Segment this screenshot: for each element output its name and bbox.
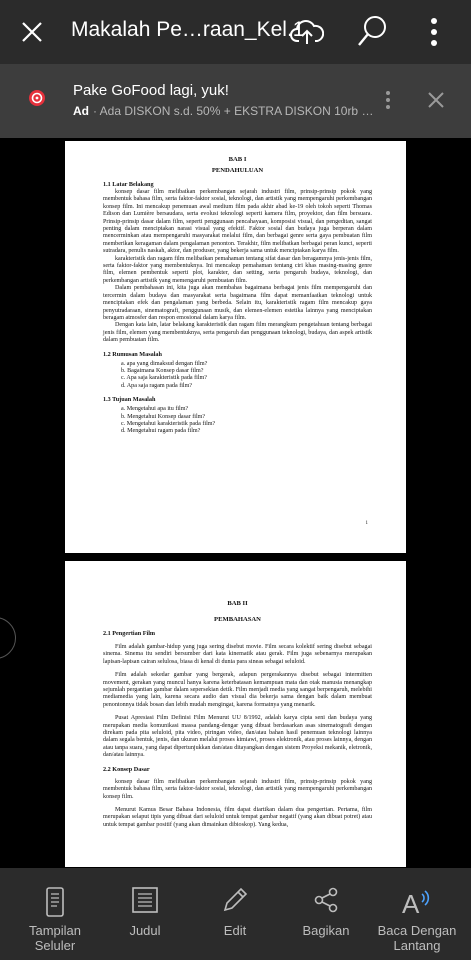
- headings-label: Judul: [129, 923, 161, 938]
- edit-button[interactable]: [188, 868, 282, 938]
- share-button[interactable]: [279, 868, 373, 938]
- search-icon[interactable]: [356, 14, 388, 53]
- goal-list: [103, 406, 372, 436]
- read-aloud-button[interactable]: [370, 868, 464, 953]
- ad-description: · Ada DISKON s.d. 50% + EKSTRA DISKON 10rb …: [93, 104, 374, 118]
- svg-text:A: A: [402, 889, 420, 918]
- paragraph: Pusat Apresiasi Film Definisi Film Menurut UU 8/1992, adalah karya cipta seni dan budaya yang merupakan media komunikasi massa pandang-dengar yang dibuat berdasarkan asas sinematografi dengan direkam pada pita seluloid, pita video, piringan video, dan/atau bahan hasil penemuan teknologi lainnya dalam segala bentuk, jenis, dan ukuran melalui proses kimiawi, proses elektronik, atau proses lainnya, dengan atau tanpa suara, yang dapat dipertunjukkan dan/atau ditayangkan dengan sistem Proyeksi mekanik, eletronik, dan/atau lainnya.: [103, 715, 372, 759]
- list-item: c. Apa saja karakteristik pada film?: [121, 375, 207, 382]
- headings-list-icon: [98, 886, 192, 918]
- chapter-number: BAB I: [228, 156, 247, 163]
- close-icon[interactable]: [20, 20, 44, 44]
- paragraph: Film adalah gambar-hidup yang juga sering disebut movie. Film secara kolektif sering disebut sebagai sinema. Sinema itu sendiri bersumber dari kata kinematik atau gerak. Film juga sebenarnya merupakan lapisan-lapisan cairan selulosa, biasa di kenal di dunia para sineas sebagai seluloid.: [103, 644, 372, 665]
- list-item: a. apa yang dimaksud dengan film?: [121, 360, 208, 367]
- ad-subline: [73, 104, 378, 118]
- list-item: b. Bagaimana Konsep dasar film?: [121, 367, 204, 374]
- scroll-handle[interactable]: [0, 617, 16, 659]
- paragraph: Film adalah sekedar gambar yang bergerak, adapun pergerakannya disebut sebagai intermitten movement, gerakan yang muncul hanya karena keterbatasan kemampuan mata dan otak manusia menangkap sejumlah pergantian gambar dalam sepersekian detik. Film menjadi media yang sangat berpengaruh, melebihi mediamedia yang lain, karena secara audio dan visual dia bekerja sama dengan baik dalam membuat penontonnya tidak bosan dan lebih mudah mengingat, karena formatnya yang menarik.: [103, 672, 372, 708]
- bottom-toolbar: [0, 868, 471, 960]
- document-title: Makalah Pe…raan_Kel.1: [71, 18, 305, 41]
- ad-banner[interactable]: [0, 64, 471, 138]
- chapter-number: BAB II: [227, 600, 248, 607]
- paragraph: karakteristik dan ragam film melibatkan pemahaman tentang sifat dasar dan beragamnya jenis-jenis film, serta faktor-faktor yang membentuknya. Ini mencakup pemahaman tentang ciri khas masing-masing genre film, elemen pembentuk seperti plot, karakter, dan setting, serta pengaruh budaya, teknologi, dan perkembangan artistik yang memengaruhi pembuatan film.: [103, 255, 372, 284]
- section-heading: 1.1 Latar Belakang: [103, 181, 154, 188]
- mobile-view-button[interactable]: [8, 868, 102, 953]
- gofood-logo-icon: [29, 90, 45, 111]
- section-heading: 1.3 Tujuan Masalah: [103, 396, 156, 404]
- mobile-view-label: Tampilan Seluler: [28, 923, 82, 953]
- list-item: d. Mengetahui ragam pada film?: [121, 428, 201, 435]
- document-page-2[interactable]: [65, 561, 406, 867]
- document-page-1[interactable]: [65, 141, 406, 553]
- more-vertical-icon[interactable]: [430, 17, 438, 52]
- paragraph: konsep dasar film melibatkan perkembangan sejarah industri film, prinsip-prinsip pokok yang membentuk bahasa film, serta faktor-faktor sosial, teknologi, dan artistik yang mempengaruhi perkembangan konsep film.: [103, 778, 372, 800]
- list-item: b. Mengetahui Konsep dasar film?: [121, 413, 206, 420]
- headings-button[interactable]: [98, 868, 192, 938]
- problem-list: [103, 361, 372, 391]
- edit-label: Edit: [223, 923, 247, 938]
- paragraph: Dengan kata lain, latar belakang karakteristik dan ragam film merangkum pengetahuan tentang berbagai jenis film, elemen yang membentuknya, serta pengaruh dan penggunaan teknologi, budaya, dan aspek artistik dalam pembuatan film.: [103, 322, 372, 344]
- paragraph: konsep dasar film melibatkan perkembangan sejarah industri film, prinsip-prinsip pokok yang membentuk bahasa film, serta faktor-faktor sosial, teknologi, dan artistik yang mempengaruhi perkembangan konsep film. Ini mencakup penemuan awal medium film pada akhir abad ke-19 oleh tokoh seperti Thomas Edison dan Lumière bersaudara, serta evolusi teknologi seperti kamera film, proyektor, dan film bersuara. Prinsip-prinsip dasar dalam film, seperti penggunaan pencahayaan, komposisi visual, dan pengeditan, sangat penting dalam menciptakan narasi visual yang efektif. Faktor sosial dan budaya juga berperan dalam mencerminkan atau mempengaruhi masyarakat melalui film, dan berbagai genre serta gaya pembuatan film memberikan keragaman dalam pengalaman penonton. Terakhir, film melibatkan berbagai peran kunci, seperti sutradara, penulis naskah, aktor, dan produser, yang bekerja sama untuk menciptakan karya film.: [103, 189, 372, 255]
- list-item: a. Mengetahui apa itu film?: [121, 406, 189, 413]
- list-item: d. Apa saja ragam pada film?: [121, 382, 193, 389]
- share-icon: [279, 886, 373, 918]
- read-aloud-label: Baca Dengan Lantang: [377, 923, 457, 953]
- section-heading: 2.2 Konsep Dasar: [103, 765, 150, 773]
- ad-headline: Pake GoFood lagi, yuk!: [73, 82, 229, 99]
- share-label: Bagikan: [302, 923, 350, 938]
- section-heading: 1.2 Rumusan Masalah: [103, 350, 162, 358]
- ad-more-icon[interactable]: [385, 90, 391, 115]
- paragraph: Menurut Kamus Besar Bahasa Indonesia, film dapat diartikan dalam dua pengertian. Pertama, film merupakan selaput tipis yang dibuat dari seluloid untuk tempat gambar negatif (yang akan dibuat potret) atau untuk tempat gambar positif (yang akan dimainkan dibioskop). Yang kedua,: [103, 806, 372, 828]
- pencil-icon: [188, 886, 282, 918]
- read-aloud-icon: [370, 886, 464, 918]
- ad-tag: Ad: [73, 104, 89, 118]
- section-heading: 2.1 Pengertian Film: [103, 630, 156, 637]
- ad-close-icon[interactable]: [427, 91, 445, 114]
- cloud-upload-icon[interactable]: [290, 18, 324, 51]
- top-app-bar: [0, 0, 471, 64]
- page-number: 1: [365, 520, 368, 526]
- paragraph: Dalam pembahasan ini, kita juga akan membahas bagaimana berbagai jenis film mempengaruhi dan tercermin dalam budaya dan masyarakat serta bagaimana film dapat memanfaatkan teknologi untuk menciptakan efek dan pengalaman yang berbeda. Selain itu, karakteristik ragam film mencakup gaya penyutradaraan, sinematografi, penggunaan musik, dan elemen-elemen estetika lainnya yang menciptakan beragam atmosfer dan respon emosional dalam karya film.: [103, 285, 372, 321]
- list-item: c. Mengetahui karakteristik pada film?: [121, 420, 216, 427]
- chapter-title: PEMBAHASAN: [214, 616, 261, 623]
- chapter-title: PENDAHULUAN: [211, 167, 264, 174]
- mobile-view-icon: [8, 886, 102, 918]
